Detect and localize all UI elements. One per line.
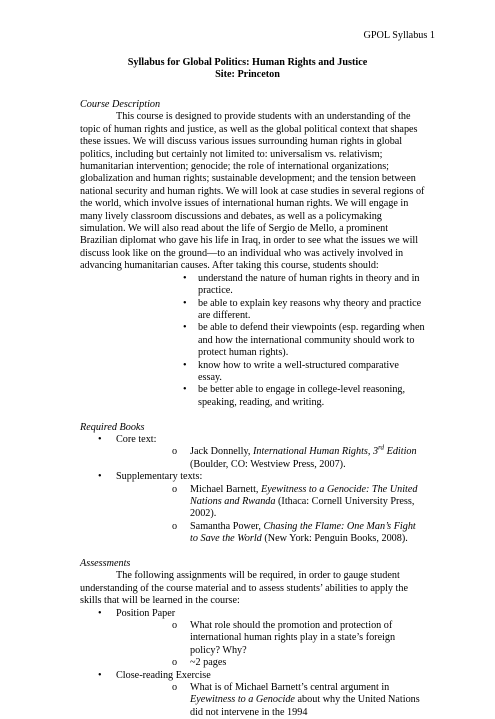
outcome-item: • be able to defend their viewpoints (esp. regarding when and how the international community should work to protect human rights). bbox=[80, 322, 425, 359]
core-title: International Human Rights, 3 bbox=[253, 446, 379, 458]
supplementary-book bbox=[116, 484, 425, 521]
assessments-heading: Assessments bbox=[80, 558, 131, 569]
required-books-heading: Required Books bbox=[80, 421, 145, 433]
title-line-2: Site: Princeton bbox=[215, 69, 280, 81]
close-q-title: Eyewitness to a Genocide bbox=[190, 694, 295, 706]
core-title-edition: Edition bbox=[384, 446, 417, 458]
core-author: Jack Donnelly, bbox=[190, 446, 253, 458]
course-description-paragraph: This course is designed to provide students with an understanding of the topic of human rights and justice, as well as the global political context that shapes these issues. We will discuss various issues surrounding human rights in global politics, including but certainly not limited to: universalism vs. relativism; humanitarian intervention; genocide; the role of international organizations; globalization and human rights; sustainable development; and the tension between national security and human rights. We will look at case studies in several regions of the world, which involve issues of international human rights. We will engage in many lively classroom discussions and debates, as well as a policymaking simulation. We will also read about the life of Sergio de Mello, a prominent Brazilian diplomat who gave his life in Iraq, in order to see what the issues we will discuss look like on the ground—to an individual who was actively involved in advancing humanitarian causes. After taking this course, students should: bbox=[80, 111, 425, 272]
course-description-heading: Course Description bbox=[80, 99, 161, 110]
close-q-pre: What is of Michael Barnett’s central argument in bbox=[190, 682, 390, 694]
required-books-list bbox=[80, 434, 425, 546]
core-book bbox=[116, 443, 425, 471]
core-text-label: Core text: bbox=[116, 433, 157, 445]
supp2-author: Samantha Power, bbox=[190, 520, 264, 532]
supplementary-label: Supplementary texts: bbox=[116, 471, 203, 483]
supplementary-texts-item bbox=[80, 471, 425, 545]
outcome-item: • be better able to engage in college-level reasoning, speaking, reading, and writing. bbox=[80, 384, 425, 409]
page-header: GPOL Syllabus 1 bbox=[363, 30, 435, 41]
position-paper-label: Position Paper bbox=[116, 607, 176, 619]
core-text-item bbox=[80, 434, 425, 471]
supp1-title: Eyewitness to a Genocide: The United Nations and Rwanda bbox=[190, 483, 418, 507]
document-body bbox=[80, 99, 425, 719]
core-publication: (Boulder, CO: Westview Press, 2007). bbox=[190, 458, 346, 470]
learning-outcomes-list bbox=[80, 273, 425, 409]
supp1-author: Michael Barnett, bbox=[190, 483, 262, 495]
position-paper-length: o ~2 pages bbox=[116, 657, 425, 669]
core-edition-sup: rd bbox=[378, 443, 385, 452]
outcome-item: • be able to explain key reasons why theory and practice are different. bbox=[80, 298, 425, 323]
position-paper-question: o What role should the promotion and protection of international human rights play in a state’s foreign policy? Why? bbox=[116, 620, 425, 657]
title-line-1: Syllabus for Global Politics: Human Rights and Justice bbox=[127, 57, 368, 68]
close-q-post: about why the United Nations did not intervene in the 1994 bbox=[190, 694, 420, 718]
outcome-item: • know how to write a well-structured comparative essay. bbox=[80, 360, 425, 385]
assessments-list bbox=[80, 608, 425, 719]
close-reading-question bbox=[116, 682, 425, 719]
close-reading-item bbox=[80, 670, 425, 719]
assessments-paragraph: The following assignments will be required, in order to gauge student understanding of the course material and to assess students’ abilities to apply the skills that will be learned in the course: bbox=[80, 570, 408, 607]
supp1-publication: (Ithaca: Cornell University Press, 2002). bbox=[190, 495, 415, 520]
supp2-title: Chasing the Flame: One Man’s Fight to Save the World bbox=[190, 520, 416, 545]
supplementary-book bbox=[116, 521, 425, 546]
close-reading-label: Close-reading Exercise bbox=[116, 669, 211, 681]
position-paper-item bbox=[80, 608, 425, 670]
supp2-publication: (New York: Penguin Books, 2008). bbox=[261, 533, 408, 545]
syllabus-title bbox=[0, 57, 495, 82]
outcome-item: • understand the nature of human rights in theory and in practice. bbox=[80, 273, 425, 298]
